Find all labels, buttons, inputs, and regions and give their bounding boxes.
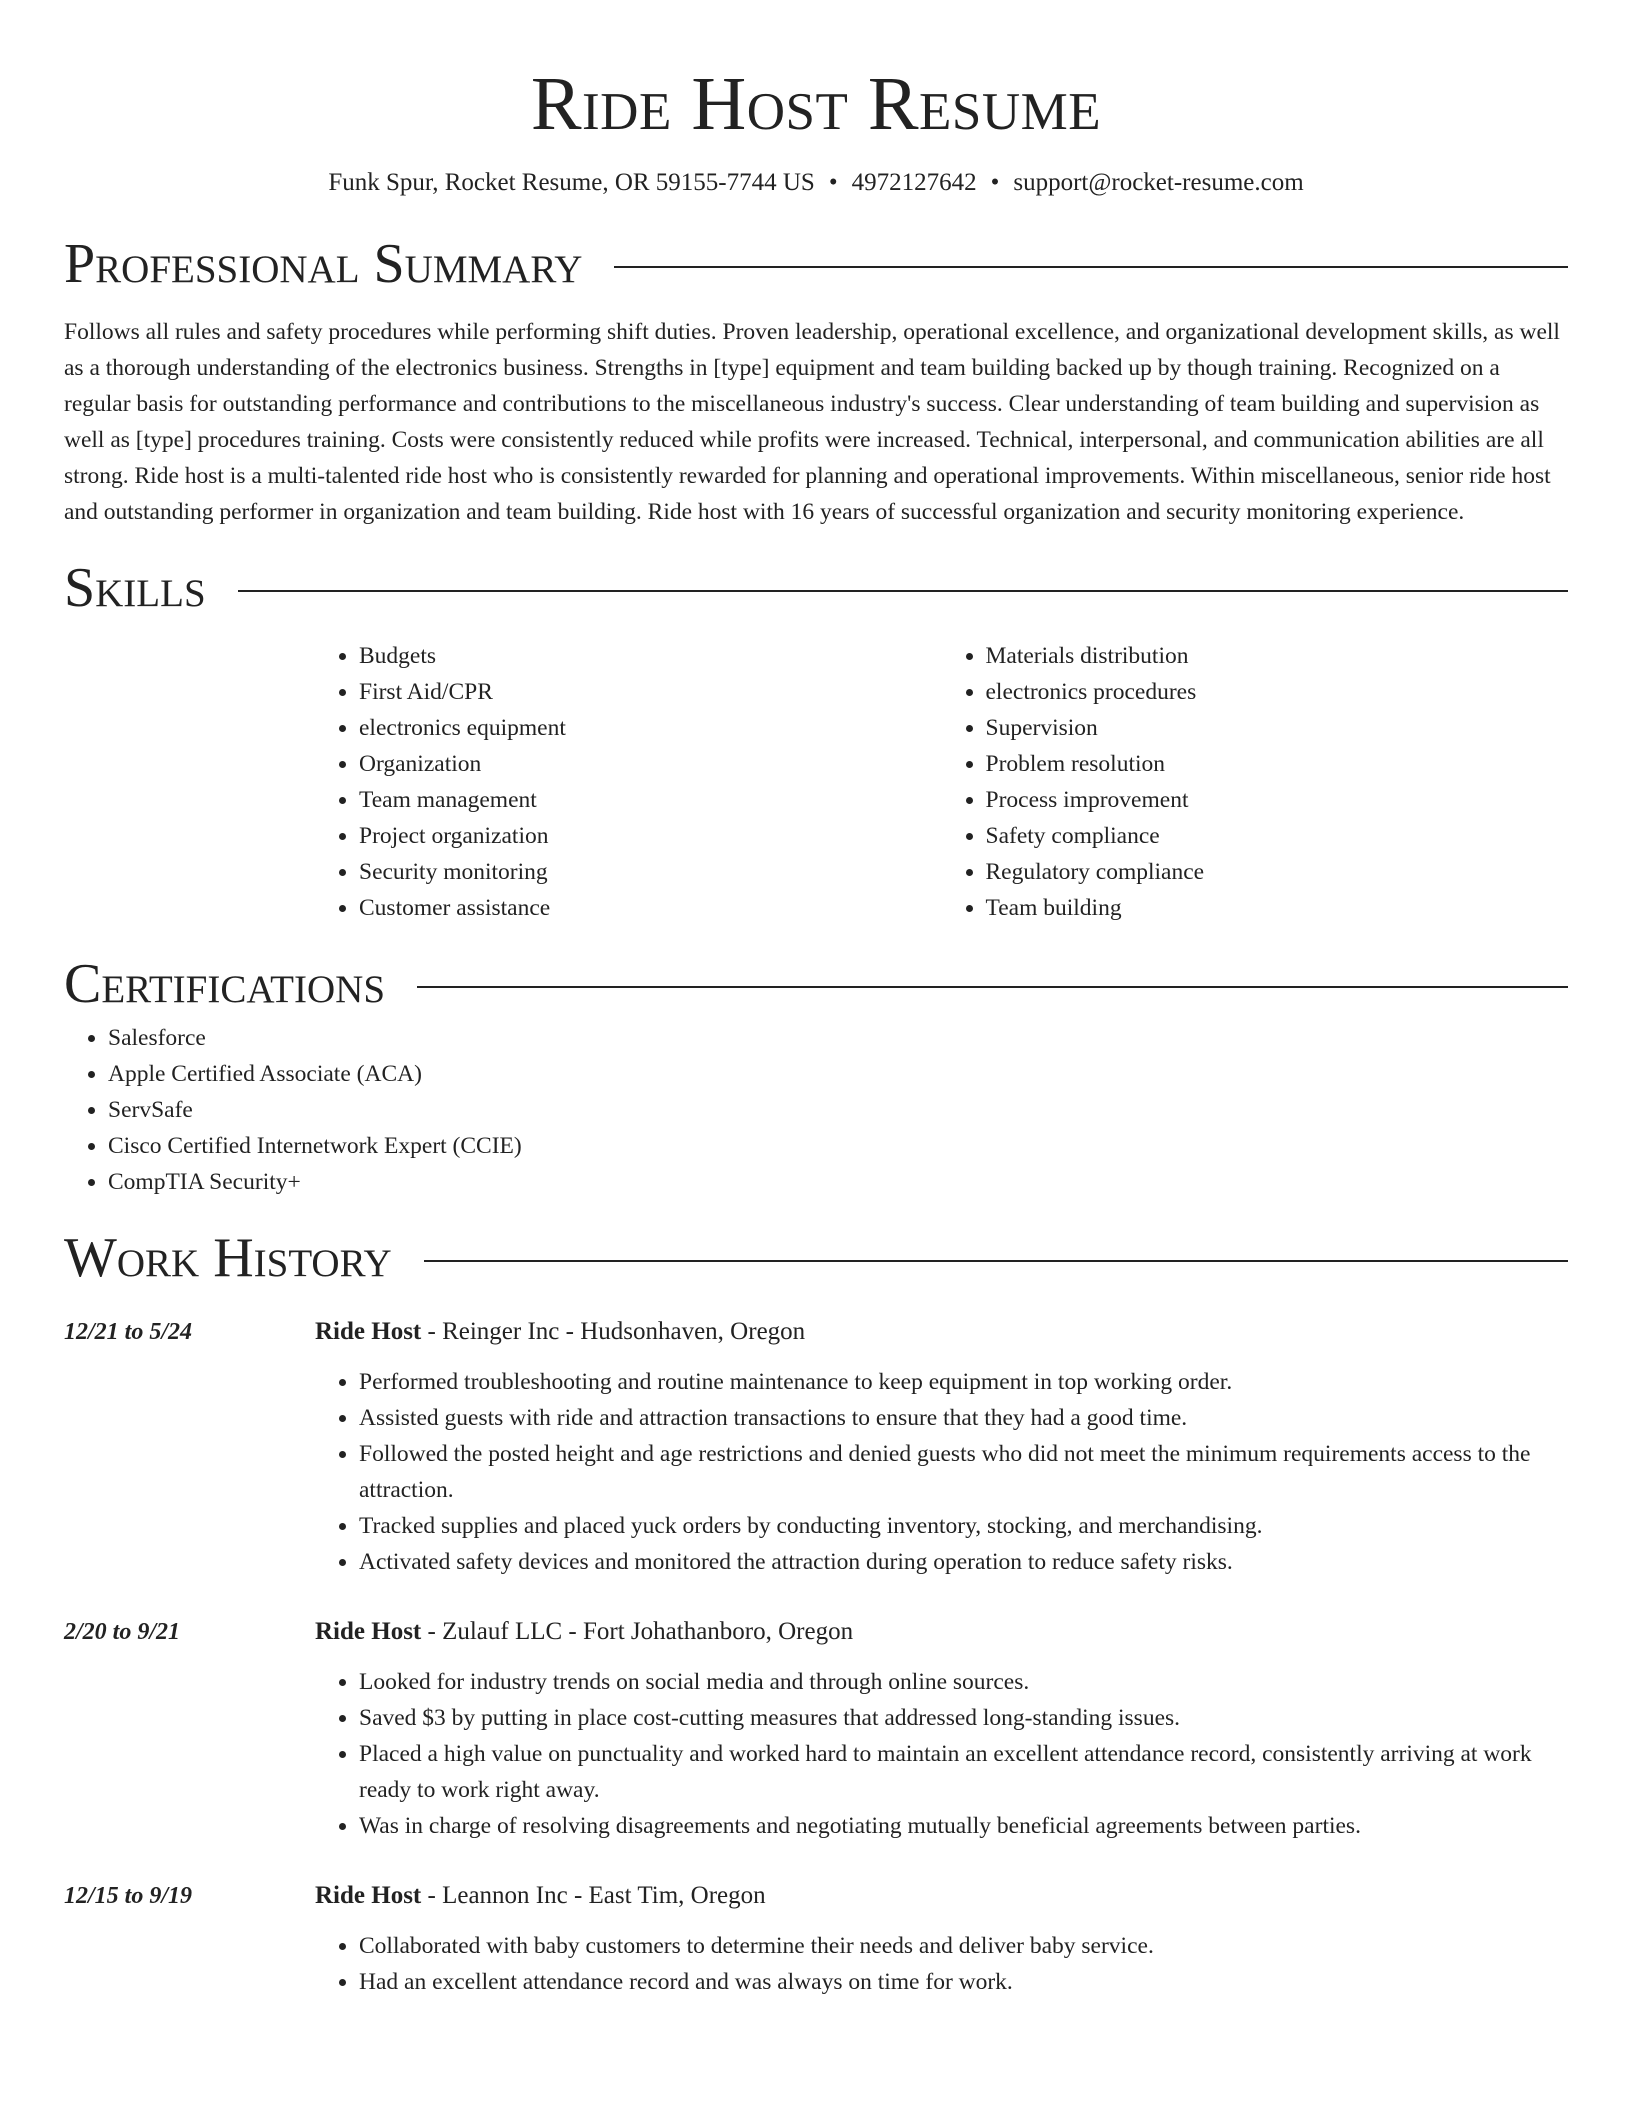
job-heading — [315, 1878, 1568, 1914]
skill-item: • Supervision — [986, 710, 1569, 746]
separator: • — [828, 169, 838, 196]
job-bullets — [315, 1664, 1568, 1844]
job-bullet: • Activated safety devices and monitored the attraction during operation to reduce safety risks. — [359, 1544, 1568, 1580]
skill-item: • Safety compliance — [986, 818, 1569, 854]
job-bullet: • Performed troubleshooting and routine maintenance to keep equipment in top working order. — [359, 1364, 1568, 1400]
job-bullet: • Placed a high value on punctuality and worked hard to maintain an excellent attendance record, consistently arriving at work ready to work right away. — [359, 1736, 1568, 1808]
job-bullet: • Followed the posted height and age restrictions and denied guests who did not meet the minimum requirements access to the attraction. — [359, 1436, 1568, 1508]
job-details: - Reinger Inc - Hudsonhaven, Oregon — [421, 1318, 806, 1345]
skill-item: • electronics procedures — [986, 674, 1569, 710]
address: Funk Spur, Rocket Resume, OR 59155-7744 US — [328, 169, 815, 196]
job-title: Ride Host — [315, 1882, 422, 1909]
certification-item: • Cisco Certified Internetwork Expert (CCIE) — [108, 1128, 1568, 1164]
skill-item: • Customer assistance — [359, 890, 942, 926]
job-bullets — [315, 1928, 1568, 2000]
job-bullet: • Had an excellent attendance record and was always on time for work. — [359, 1964, 1568, 2000]
job-bullet: • Saved $3 by putting in place cost-cutting measures that addressed long-standing issues. — [359, 1700, 1568, 1736]
job-title: Ride Host — [315, 1618, 422, 1645]
job-heading — [315, 1614, 1568, 1650]
job-heading — [315, 1314, 1568, 1350]
job-entry — [64, 1878, 1568, 2000]
skill-item: • Process improvement — [986, 782, 1569, 818]
certification-item: • Salesforce — [108, 1020, 1568, 1056]
section-divider — [238, 590, 1568, 592]
section-divider — [424, 1260, 1568, 1262]
job-bullet: • Collaborated with baby customers to determine their needs and deliver baby service. — [359, 1928, 1568, 1964]
section-title-certifications: Certifications — [64, 953, 386, 1015]
skill-item: • Budgets — [359, 638, 942, 674]
skill-item: • electronics equipment — [359, 710, 942, 746]
job-bullet: • Looked for industry trends on social media and through online sources. — [359, 1664, 1568, 1700]
job-dates: 2/20 to 9/21 — [64, 1619, 181, 1645]
job-dates: 12/15 to 9/19 — [64, 1883, 193, 1909]
summary-text: Follows all rules and safety procedures while performing shift duties. Proven leadership, operational excellence, and organizational development skills, as well as a thorough understanding of the electronics business. Strengths in [type] equipment and team building backed up by though training. Recognized on a regular basis for outstanding performance and contributions to the miscellaneous industry's success. Clear understanding of team building and supervision as well as [type] procedures training. Costs were consistently reduced while profits were increased. Technical, interpersonal, and communication abilities are all strong. Ride host is a multi-talented ride host who is consistently rewarded for planning and operational improvements. Within miscellaneous, senior ride host and outstanding performer in organization and team building. Ride host with 16 years of successful organization and security monitoring experience. — [64, 319, 1560, 525]
certifications-section-header — [64, 948, 1568, 1020]
certification-item: • CompTIA Security+ — [108, 1164, 1568, 1200]
job-details: - Zulauf LLC - Fort Johathanboro, Oregon — [421, 1618, 854, 1645]
job-details: - Leannon Inc - East Tim, Oregon — [421, 1882, 766, 1909]
work-history-section-header — [64, 1222, 1568, 1294]
certifications-list — [64, 1020, 1568, 1200]
job-bullet: • Tracked supplies and placed yuck orders by conducting inventory, stocking, and merchandising. — [359, 1508, 1568, 1544]
job-title: Ride Host — [315, 1318, 422, 1345]
skills-list-left — [315, 638, 942, 926]
resume-title: Ride Host Resume — [530, 62, 1102, 146]
skill-item: • Problem resolution — [986, 746, 1569, 782]
contact-line — [64, 166, 1568, 200]
phone: 4972127642 — [851, 169, 977, 196]
job-entry — [64, 1614, 1568, 1844]
certification-item: • ServSafe — [108, 1092, 1568, 1128]
job-bullets — [315, 1364, 1568, 1580]
skill-item: • Project organization — [359, 818, 942, 854]
job-entry — [64, 1314, 1568, 1580]
skill-item: • Team building — [986, 890, 1569, 926]
skill-item: • Organization — [359, 746, 942, 782]
section-title-skills: Skills — [64, 557, 206, 619]
section-title-summary: Professional Summary — [64, 233, 583, 295]
job-dates: 12/21 to 5/24 — [64, 1319, 193, 1345]
skills-list-right — [942, 638, 1569, 926]
summary-section-header — [64, 228, 1568, 300]
skills-grid — [315, 638, 1568, 926]
skill-item: • Security monitoring — [359, 854, 942, 890]
section-title-work-history: Work History — [64, 1227, 392, 1289]
skill-item: • Team management — [359, 782, 942, 818]
skills-section-header — [64, 552, 1568, 624]
skill-item: • Regulatory compliance — [986, 854, 1569, 890]
job-bullet: • Was in charge of resolving disagreements and negotiating mutually beneficial agreements between parties. — [359, 1808, 1568, 1844]
certification-item: • Apple Certified Associate (ACA) — [108, 1056, 1568, 1092]
email: support@rocket-resume.com — [1013, 169, 1304, 196]
separator: • — [990, 169, 1000, 196]
section-divider — [417, 986, 1568, 988]
skill-item: • First Aid/CPR — [359, 674, 942, 710]
skill-item: • Materials distribution — [986, 638, 1569, 674]
job-bullet: • Assisted guests with ride and attraction transactions to ensure that they had a good time. — [359, 1400, 1568, 1436]
section-divider — [614, 266, 1568, 268]
